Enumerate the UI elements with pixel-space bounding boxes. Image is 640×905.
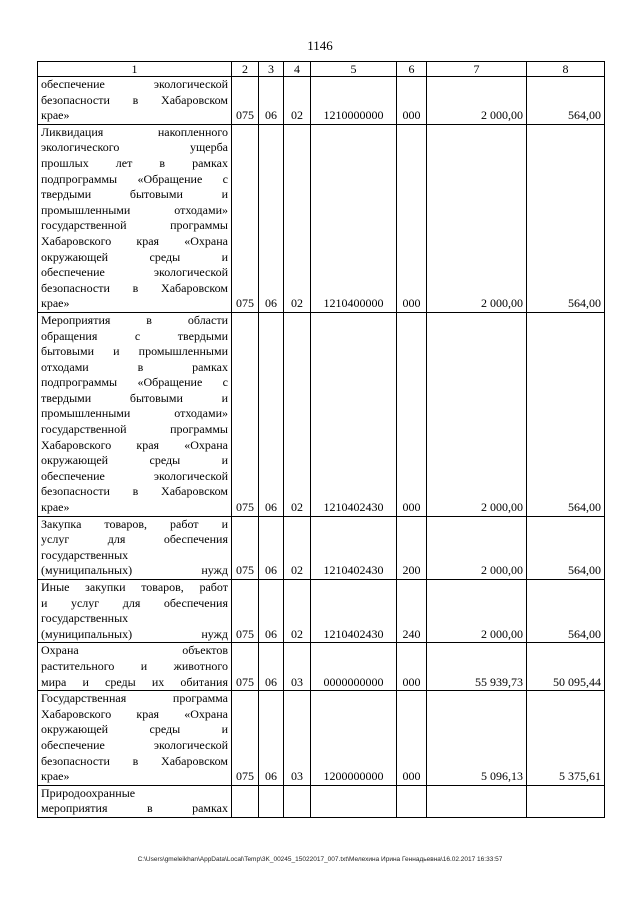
description-line: твердыми бытовыми и xyxy=(41,187,228,202)
header-col-4: 4 xyxy=(284,62,311,77)
col-expense-type: 200 xyxy=(397,516,427,579)
row-description xyxy=(38,785,232,817)
description-line: промышленными отходами» xyxy=(41,406,228,421)
col-target-article: 1210402430 xyxy=(311,580,397,643)
table-row xyxy=(38,580,605,643)
col-amount-2018: 564,00 xyxy=(527,580,605,643)
table-row xyxy=(38,312,605,516)
footer-file-path: C:\Users\gmeleikhan\AppData\Local\Temp\3K_00245_15022017_007.txt\Мелехина Ирина Геннадьевна\16.02.2017 16:33:57 xyxy=(137,856,503,863)
col-target-article: 1210402430 xyxy=(311,312,397,516)
col-chapter: 075 xyxy=(232,580,259,643)
col-chapter: 075 xyxy=(232,691,259,786)
col-target-article: 1210000000 xyxy=(311,77,397,125)
col-chapter: 075 xyxy=(232,516,259,579)
description-line: Охрана объектов xyxy=(41,643,228,658)
row-description xyxy=(38,691,232,786)
description-line: безопасности в Хабаровском xyxy=(41,753,228,768)
description-line: обращения с твердыми xyxy=(41,328,228,343)
description-line: безопасности в Хабаровском xyxy=(41,280,228,295)
description-line: крае» xyxy=(41,108,70,123)
col-chapter: 075 xyxy=(232,312,259,516)
col-subsection: 02 xyxy=(284,312,311,516)
description-line: и услуг для обеспечения xyxy=(41,595,228,610)
description-line: государственной программы xyxy=(41,422,228,437)
col-subsection: 03 xyxy=(284,643,311,691)
description-line: окружающей среды и xyxy=(41,722,228,737)
description-line: растительного и животного xyxy=(41,658,228,673)
page-number: 1146 xyxy=(307,38,333,53)
description-line: безопасности в Хабаровском xyxy=(41,484,228,499)
table-row xyxy=(38,691,605,786)
col-section: 06 xyxy=(259,516,284,579)
col-target-article: 1200000000 xyxy=(311,691,397,786)
col-section xyxy=(259,785,284,817)
col-chapter: 075 xyxy=(232,124,259,312)
description-line: окружающей среды и xyxy=(41,249,228,264)
description-line: твердыми бытовыми и xyxy=(41,390,228,405)
table-row xyxy=(38,643,605,691)
description-line: бытовыми и промышленными xyxy=(41,344,228,359)
description-line: Хабаровского края «Охрана xyxy=(41,233,228,248)
description-line: Мероприятия в области xyxy=(41,312,228,327)
col-chapter xyxy=(232,785,259,817)
col-amount-2017: 2 000,00 xyxy=(427,124,527,312)
description-line: экологического ущерба xyxy=(41,140,228,155)
description-line: государственных xyxy=(41,547,129,562)
header-col-6: 6 xyxy=(397,62,427,77)
col-subsection: 02 xyxy=(284,580,311,643)
header-col-5: 5 xyxy=(311,62,397,77)
description-line: Государственная программа xyxy=(41,691,228,706)
col-subsection xyxy=(284,785,311,817)
description-line: обеспечение экологической xyxy=(41,737,228,752)
col-section: 06 xyxy=(259,580,284,643)
budget-table xyxy=(37,61,605,818)
description-line: безопасности в Хабаровском xyxy=(41,92,228,107)
description-line: мероприятия в рамках xyxy=(41,801,228,816)
col-section: 06 xyxy=(259,124,284,312)
description-line: обеспечение экологической xyxy=(41,265,228,280)
col-amount-2018: 5 375,61 xyxy=(527,691,605,786)
description-line: прошлых лет в рамках xyxy=(41,155,228,170)
col-amount-2017: 5 096,13 xyxy=(427,691,527,786)
description-line: Природоохранные xyxy=(41,785,136,800)
col-amount-2018 xyxy=(527,785,605,817)
col-amount-2018: 564,00 xyxy=(527,124,605,312)
col-expense-type: 000 xyxy=(397,124,427,312)
table-row xyxy=(38,516,605,579)
col-expense-type: 000 xyxy=(397,312,427,516)
description-line: Хабаровского края «Охрана xyxy=(41,437,228,452)
header-col-1: 1 xyxy=(38,62,232,77)
description-line: крае» xyxy=(41,296,70,311)
table-row xyxy=(38,77,605,125)
description-line: Закупка товаров, работ и xyxy=(41,516,228,531)
description-line: (муниципальных) нужд xyxy=(41,563,228,578)
col-amount-2017: 2 000,00 xyxy=(427,312,527,516)
header-col-8: 8 xyxy=(527,62,605,77)
col-expense-type: 000 xyxy=(397,691,427,786)
col-target-article: 1210402430 xyxy=(311,516,397,579)
col-section: 06 xyxy=(259,691,284,786)
header-col-2: 2 xyxy=(232,62,259,77)
col-target-article: 1210400000 xyxy=(311,124,397,312)
col-subsection: 03 xyxy=(284,691,311,786)
col-expense-type xyxy=(397,785,427,817)
col-amount-2018: 564,00 xyxy=(527,516,605,579)
description-line: государственной программы xyxy=(41,218,228,233)
table-row xyxy=(38,785,605,817)
header-row xyxy=(38,62,605,77)
row-description xyxy=(38,124,232,312)
table-row xyxy=(38,124,605,312)
col-amount-2018: 564,00 xyxy=(527,77,605,125)
col-chapter: 075 xyxy=(232,643,259,691)
description-line: крае» xyxy=(41,769,70,784)
row-description xyxy=(38,77,232,125)
col-subsection: 02 xyxy=(284,77,311,125)
description-line: крае» xyxy=(41,500,70,515)
description-line: государственных xyxy=(41,611,129,626)
description-line: промышленными отходами» xyxy=(41,202,228,217)
col-expense-type: 240 xyxy=(397,580,427,643)
col-amount-2017 xyxy=(427,785,527,817)
col-subsection: 02 xyxy=(284,516,311,579)
col-amount-2017: 55 939,73 xyxy=(427,643,527,691)
description-line: подпрограммы «Обращение с xyxy=(41,171,228,186)
description-line: мира и среды их обитания xyxy=(41,674,228,689)
table-body xyxy=(38,77,605,818)
col-target-article xyxy=(311,785,397,817)
col-chapter: 075 xyxy=(232,77,259,125)
row-description xyxy=(38,312,232,516)
row-description xyxy=(38,516,232,579)
col-amount-2018: 564,00 xyxy=(527,312,605,516)
description-line: (муниципальных) нужд xyxy=(41,626,228,641)
header-col-3: 3 xyxy=(259,62,284,77)
col-amount-2017: 2 000,00 xyxy=(427,77,527,125)
col-target-article: 0000000000 xyxy=(311,643,397,691)
col-expense-type: 000 xyxy=(397,77,427,125)
description-line: отходами в рамках xyxy=(41,359,228,374)
col-amount-2017: 2 000,00 xyxy=(427,580,527,643)
description-line: обеспечение экологической xyxy=(41,468,228,483)
col-section: 06 xyxy=(259,312,284,516)
row-description xyxy=(38,643,232,691)
description-line: окружающей среды и xyxy=(41,453,228,468)
col-amount-2017: 2 000,00 xyxy=(427,516,527,579)
description-line: подпрограммы «Обращение с xyxy=(41,375,228,390)
col-section: 06 xyxy=(259,77,284,125)
description-line: Иные закупки товаров, работ xyxy=(41,580,228,594)
description-line: Хабаровского края «Охрана xyxy=(41,706,228,721)
description-line: обеспечение экологической xyxy=(41,77,228,91)
col-expense-type: 000 xyxy=(397,643,427,691)
col-section: 06 xyxy=(259,643,284,691)
col-amount-2018: 50 095,44 xyxy=(527,643,605,691)
description-line: Ликвидация накопленного xyxy=(41,124,228,139)
description-line: услуг для обеспечения xyxy=(41,532,228,547)
header-col-7: 7 xyxy=(427,62,527,77)
row-description xyxy=(38,580,232,643)
col-subsection: 02 xyxy=(284,124,311,312)
